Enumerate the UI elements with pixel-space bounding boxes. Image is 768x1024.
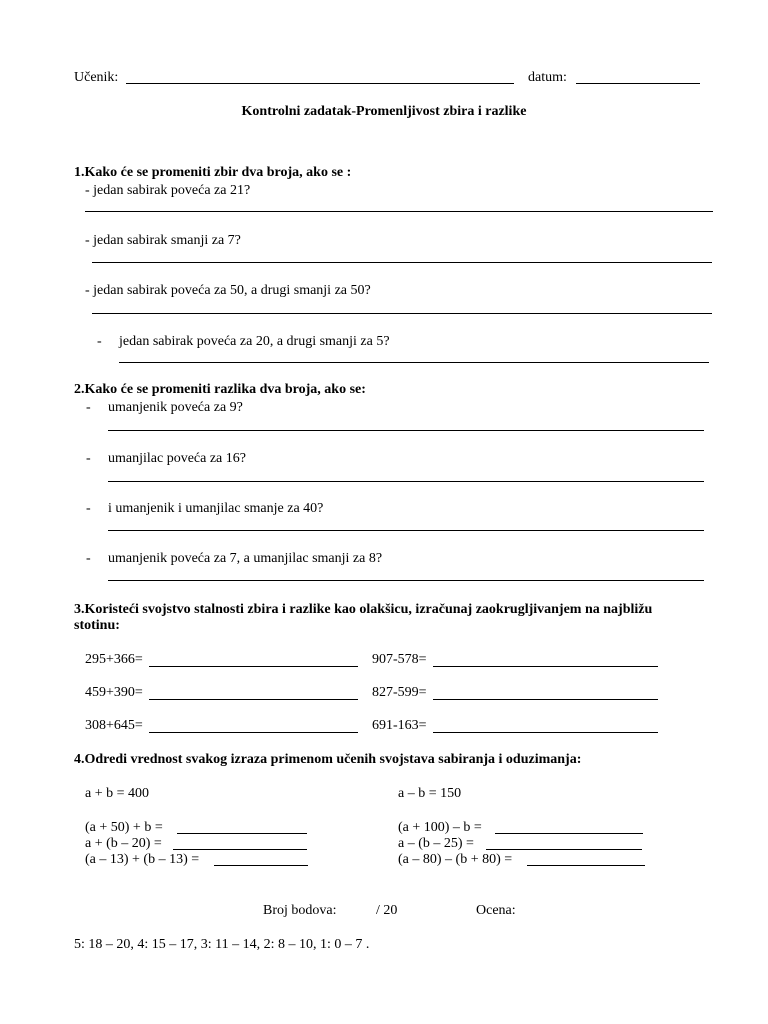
q1-heading: 1.Kako će se promeniti zbir dva broja, ako se : [74, 165, 352, 180]
answer-line [433, 732, 658, 733]
q4-right-1: (a + 100) – b = [398, 820, 482, 835]
student-name-line [126, 83, 514, 84]
student-label: Učenik: [74, 70, 119, 85]
q2-item-4: umanjenik poveća za 7, a umanjilac smanji za 8? [108, 551, 383, 566]
points-label: Broj bodova: [263, 903, 337, 918]
date-line [576, 83, 700, 84]
q2-item-2-dash: - [86, 451, 91, 466]
answer-line [486, 849, 642, 850]
q3-heading-line1: 3.Koristeći svojstvo stalnosti zbira i razlike kao olakšicu, izračunaj zaokrugljivanjem na najbližu [74, 602, 653, 617]
q3-left-1: 295+366= [85, 652, 143, 667]
page-title: Kontrolni zadatak-Promenljivost zbira i razlike [241, 104, 527, 119]
q2-heading: 2.Kako će se promeniti razlika dva broja, ako se: [74, 382, 366, 397]
q3-heading-line2: stotinu: [74, 618, 120, 633]
q4-left-given: a + b = 400 [85, 786, 150, 801]
q4-left-1: (a + 50) + b = [85, 820, 163, 835]
q1-item-3: - jedan sabirak poveća za 50, a drugi smanji za 50? [85, 283, 371, 298]
answer-line [85, 211, 713, 212]
date-label: datum: [528, 70, 567, 85]
answer-line [433, 699, 658, 700]
q4-right-2: a – (b – 25) = [398, 836, 474, 851]
answer-line [149, 666, 358, 667]
q4-heading: 4.Odredi vrednost svakog izraza primenom učenih svojstava sabiranja i oduzimanja: [74, 752, 582, 767]
q1-item-1: - jedan sabirak poveća za 21? [85, 183, 251, 198]
q2-item-4-dash: - [86, 551, 91, 566]
q3-right-3: 691-163= [372, 718, 427, 733]
answer-line [108, 481, 704, 482]
q1-item-4-dash: - [97, 334, 102, 349]
q2-item-3-dash: - [86, 501, 91, 516]
answer-line [108, 530, 704, 531]
q4-right-given: a – b = 150 [398, 786, 462, 801]
grade-label: Ocena: [476, 903, 516, 918]
grading-scale: 5: 18 – 20, 4: 15 – 17, 3: 11 – 14, 2: 8 – 10, 1: 0 – 7 . [74, 937, 370, 952]
answer-line [149, 699, 358, 700]
q4-right-3: (a – 80) – (b + 80) = [398, 852, 513, 867]
q2-item-3: i umanjenik i umanjilac smanje za 40? [108, 501, 324, 516]
answer-line [177, 833, 307, 834]
q1-item-4: jedan sabirak poveća za 20, a drugi smanji za 5? [119, 334, 390, 349]
q1-item-2: - jedan sabirak smanji za 7? [85, 233, 241, 248]
q3-right-2: 827-599= [372, 685, 427, 700]
answer-line [527, 865, 645, 866]
q2-item-1: umanjenik poveća za 9? [108, 400, 243, 415]
answer-line [92, 262, 712, 263]
q2-item-2: umanjilac poveća za 16? [108, 451, 246, 466]
answer-line [119, 362, 709, 363]
q4-left-2: a + (b – 20) = [85, 836, 162, 851]
answer-line [214, 865, 308, 866]
answer-line [433, 666, 658, 667]
answer-line [108, 430, 704, 431]
q2-item-1-dash: - [86, 400, 91, 415]
answer-line [92, 313, 712, 314]
answer-line [149, 732, 358, 733]
q3-left-3: 308+645= [85, 718, 143, 733]
q3-left-2: 459+390= [85, 685, 143, 700]
answer-line [495, 833, 643, 834]
points-total: / 20 [376, 903, 398, 918]
q4-left-3: (a – 13) + (b – 13) = [85, 852, 200, 867]
q3-right-1: 907-578= [372, 652, 427, 667]
answer-line [173, 849, 307, 850]
answer-line [108, 580, 704, 581]
